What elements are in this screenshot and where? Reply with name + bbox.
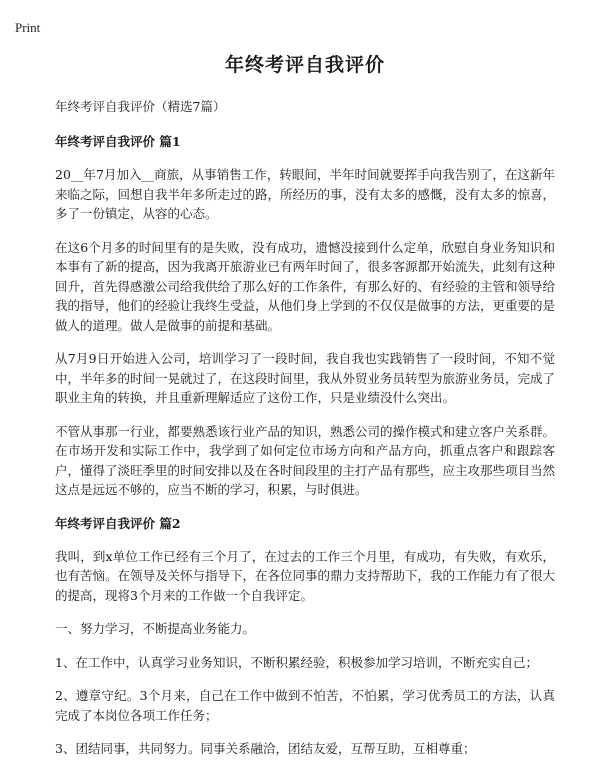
paragraph: 一、努力学习，不断提高业务能力。 [55, 621, 256, 636]
paragraph: 20__年7月加入__商旅，从事销售工作，转眼间，半年时间就要挥手向我告别了，在这新年来临之际，回想自我半年多所走过的路，所经历的事，没有太多的感慨，没有太多的惊喜，多了一份镇定，从容的心态。 [55, 167, 556, 221]
document-body [55, 50, 555, 773]
print-link[interactable]: Print [15, 20, 41, 35]
document-title: 年终考评自我评价 [224, 54, 385, 76]
document-subtitle: 年终考评自我评价（精选7篇） [55, 99, 226, 114]
section-2 [55, 514, 555, 759]
paragraph: 3、团结同事，共同努力。同事关系融洽，团结友爱，互帮互助，互相尊重； [55, 741, 476, 756]
paragraph: 从7月9日开始进入公司，培训学习了一段时间，我自我也实践销售了一段时间，不知不觉中，半年多的时间一晃就过了，在这段时间里，我从外贸业务员转型为旅游业务员，完成了职业主角的转换，并且重新理解适应了这份工作，只是业绩没什么突出。 [55, 351, 556, 405]
paragraph: 不管从事那一行业，都要熟悉该行业产品的知识，熟悉公司的操作模式和建立客户关系群。在市场开发和实际工作中，我学到了如何定位市场方向和产品方向，抓重点客户和跟踪客户，懂得了淡旺季里的时间安排以及在各时间段里的主打产品有那些，应主攻那些项目当然这点是远远不够的，应当不断的学习，积累，与时俱进。 [55, 423, 556, 497]
section-heading: 年终考评自我评价 篇1 [55, 134, 181, 149]
paragraph: 在这6个月多的时间里有的是失败，没有成功，遗憾没接到什么定单，欣慰自身业务知识和本事有了新的提高，因为我离开旅游业已有两年时间了，很多客源都开始流失，此刻有这种回升，首先得感激公司给我供给了那么好的工作条件，有那么好的、有经验的主管和领导给我的指导，他们的经验让我终生受益，从他们身上学到的不仅仅是做事的方法，更重要的是做人的道理。做人是做事的前提和基础。 [55, 239, 556, 333]
paragraph: 1、在工作中，认真学习业务知识，不断积累经验，积极参加学习培训，不断充实自己； [55, 654, 538, 670]
section-heading: 年终考评自我评价 篇2 [55, 515, 181, 531]
section-1 [55, 132, 555, 500]
paragraph: 我叫，到x单位工作已经有三个月了，在过去的工作三个月里，有成功，有失败，有欢乐，也有苦恼。在领导及关怀与指导下，在各位同事的鼎力支持帮助下，我的工作能力有了很大的提高，现将3个月来的工作做一个自我评定。 [55, 548, 556, 603]
paragraph: 2、遵章守纪。3个月来，自己在工作中做到不怕苦，不怕累，学习优秀员工的方法，认真完成了本岗位各项工作任务； [55, 688, 555, 723]
